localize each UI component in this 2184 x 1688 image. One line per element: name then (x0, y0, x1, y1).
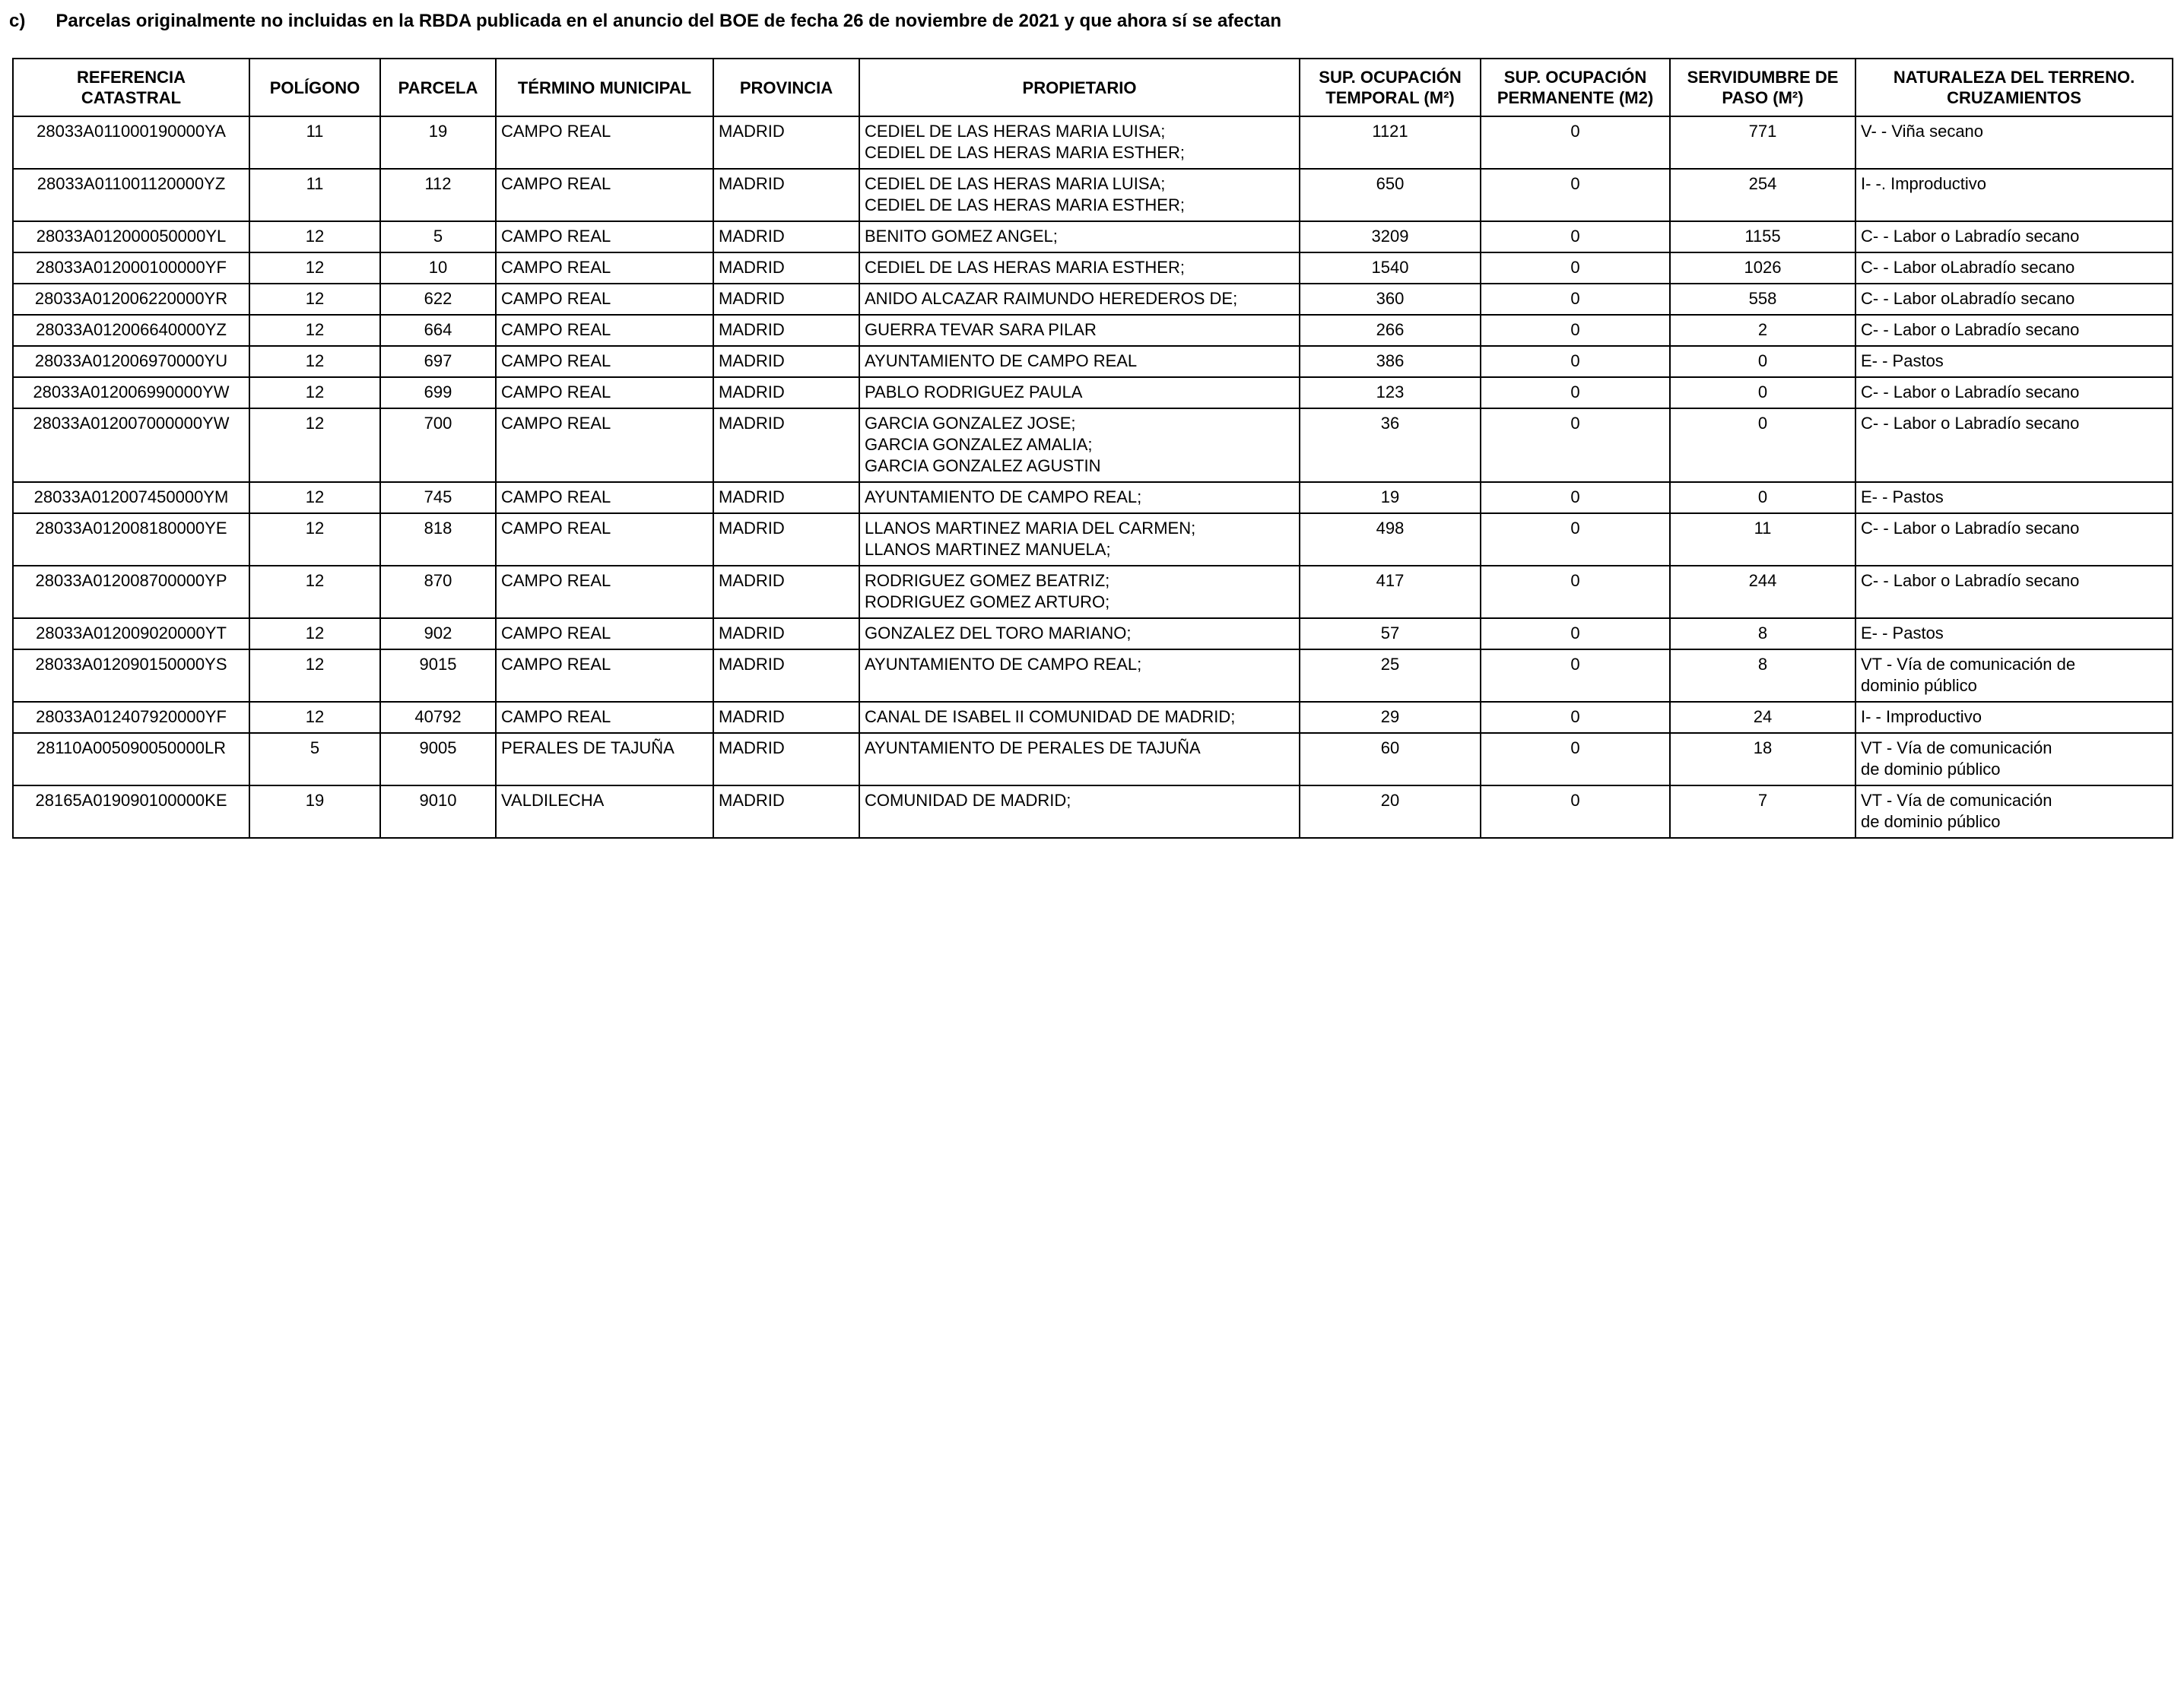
cell-poligono: 12 (249, 513, 380, 566)
cell-sup-ocupacion-temporal: 266 (1300, 315, 1481, 346)
cell-provincia: MADRID (713, 785, 859, 838)
cell-propietario (859, 566, 1300, 618)
header-servidumbre-de-paso (1670, 59, 1855, 116)
cell-referencia-catastral: 28033A012006640000YZ (13, 315, 249, 346)
cell-line: C- - Labor o Labradío secano (1861, 320, 2080, 339)
cell-parcela: 902 (380, 618, 496, 649)
cell-poligono: 5 (249, 733, 380, 785)
cell-provincia: MADRID (713, 649, 859, 702)
cell-naturaleza-del-terreno (1855, 377, 2173, 408)
cell-sup-ocupacion-temporal: 20 (1300, 785, 1481, 838)
cell-line: V- - Viña secano (1861, 122, 1984, 141)
cell-termino-municipal: CAMPO REAL (496, 408, 713, 482)
cell-servidumbre-de-paso: 8 (1670, 649, 1855, 702)
cell-referencia-catastral: 28033A011000190000YA (13, 116, 249, 169)
cell-line: C- - Labor o Labradío secano (1861, 227, 2080, 246)
cell-provincia: MADRID (713, 702, 859, 733)
header-line: REFERENCIA (76, 68, 186, 87)
cell-line: dominio público (1861, 676, 1977, 695)
cell-termino-municipal: CAMPO REAL (496, 482, 713, 513)
cell-referencia-catastral: 28033A012008700000YP (13, 566, 249, 618)
cell-termino-municipal: CAMPO REAL (496, 513, 713, 566)
cell-naturaleza-del-terreno (1855, 284, 2173, 315)
table-body (13, 116, 2173, 838)
header-provincia (713, 59, 859, 116)
cell-sup-ocupacion-temporal: 60 (1300, 733, 1481, 785)
cell-propietario (859, 116, 1300, 169)
cell-poligono: 12 (249, 649, 380, 702)
cell-sup-ocupacion-permanente: 0 (1481, 284, 1670, 315)
cell-referencia-catastral: 28033A012007000000YW (13, 408, 249, 482)
cell-sup-ocupacion-permanente: 0 (1481, 377, 1670, 408)
cell-sup-ocupacion-temporal: 36 (1300, 408, 1481, 482)
table-row (13, 482, 2173, 513)
cell-parcela: 9015 (380, 649, 496, 702)
cell-line: VT - Vía de comunicación (1861, 738, 2052, 757)
cell-referencia-catastral: 28033A012006970000YU (13, 346, 249, 377)
cell-servidumbre-de-paso: 254 (1670, 169, 1855, 221)
cell-parcela: 9005 (380, 733, 496, 785)
cell-referencia-catastral: 28033A011001120000YZ (13, 169, 249, 221)
cell-sup-ocupacion-temporal: 360 (1300, 284, 1481, 315)
cell-propietario (859, 618, 1300, 649)
section-title: Parcelas originalmente no incluidas en la RBDA publicada en el anuncio del BOE de fecha 26 de noviembre de 2021 y que ahora sí se afectan (56, 11, 1281, 31)
cell-provincia: MADRID (713, 482, 859, 513)
cell-termino-municipal: CAMPO REAL (496, 346, 713, 377)
cell-line: LLANOS MARTINEZ MANUELA; (865, 540, 1111, 559)
cell-servidumbre-de-paso: 558 (1670, 284, 1855, 315)
cell-servidumbre-de-paso: 11 (1670, 513, 1855, 566)
cell-propietario (859, 785, 1300, 838)
cell-provincia: MADRID (713, 169, 859, 221)
cell-naturaleza-del-terreno (1855, 315, 2173, 346)
cell-provincia: MADRID (713, 346, 859, 377)
header-line: NATURALEZA DEL TERRENO. (1893, 68, 2135, 87)
table-row (13, 733, 2173, 785)
header-line: TEMPORAL (M²) (1325, 88, 1455, 107)
cell-sup-ocupacion-temporal: 25 (1300, 649, 1481, 702)
cell-line: AYUNTAMIENTO DE CAMPO REAL (865, 351, 1138, 370)
cell-sup-ocupacion-permanente: 0 (1481, 702, 1670, 733)
cell-sup-ocupacion-temporal: 1540 (1300, 252, 1481, 284)
cell-poligono: 12 (249, 221, 380, 252)
table-row (13, 346, 2173, 377)
header-line: SUP. OCUPACIÓN (1319, 68, 1462, 87)
header-line: SUP. OCUPACIÓN (1503, 68, 1647, 87)
cell-sup-ocupacion-temporal: 57 (1300, 618, 1481, 649)
cell-poligono: 12 (249, 252, 380, 284)
cell-sup-ocupacion-temporal: 650 (1300, 169, 1481, 221)
cell-termino-municipal: CAMPO REAL (496, 566, 713, 618)
cell-naturaleza-del-terreno (1855, 513, 2173, 566)
section-heading (9, 11, 1281, 32)
header-line: PERMANENTE (M2) (1497, 88, 1654, 107)
cell-sup-ocupacion-permanente: 0 (1481, 221, 1670, 252)
cell-line: C- - Labor o Labradío secano (1861, 571, 2080, 590)
cell-parcela: 112 (380, 169, 496, 221)
cell-parcela: 745 (380, 482, 496, 513)
cell-referencia-catastral: 28033A012000100000YF (13, 252, 249, 284)
cell-line: GARCIA GONZALEZ AMALIA; (865, 435, 1093, 454)
cell-sup-ocupacion-temporal: 29 (1300, 702, 1481, 733)
cell-line: C- - Labor o Labradío secano (1861, 414, 2080, 433)
cell-propietario (859, 408, 1300, 482)
cell-line: RODRIGUEZ GOMEZ BEATRIZ; (865, 571, 1110, 590)
cell-poligono: 11 (249, 116, 380, 169)
cell-servidumbre-de-paso: 24 (1670, 702, 1855, 733)
cell-naturaleza-del-terreno (1855, 618, 2173, 649)
cell-provincia: MADRID (713, 377, 859, 408)
cell-propietario (859, 252, 1300, 284)
header-line: POLÍGONO (269, 78, 360, 97)
cell-provincia: MADRID (713, 252, 859, 284)
cell-line: GARCIA GONZALEZ JOSE; (865, 414, 1076, 433)
cell-line: de dominio público (1861, 812, 2001, 831)
cell-parcela: 664 (380, 315, 496, 346)
cell-provincia: MADRID (713, 408, 859, 482)
cell-sup-ocupacion-permanente: 0 (1481, 649, 1670, 702)
cell-line: VT - Vía de comunicación (1861, 791, 2052, 810)
cell-parcela: 19 (380, 116, 496, 169)
cell-referencia-catastral: 28033A012006990000YW (13, 377, 249, 408)
table-row (13, 566, 2173, 618)
cell-propietario (859, 315, 1300, 346)
cell-sup-ocupacion-permanente: 0 (1481, 408, 1670, 482)
cell-sup-ocupacion-permanente: 0 (1481, 785, 1670, 838)
cell-naturaleza-del-terreno (1855, 785, 2173, 838)
cell-sup-ocupacion-permanente: 0 (1481, 566, 1670, 618)
cell-line: I- - Improductivo (1861, 707, 1982, 726)
cell-poligono: 12 (249, 315, 380, 346)
cell-line: I- -. Improductivo (1861, 174, 1987, 193)
cell-line: RODRIGUEZ GOMEZ ARTURO; (865, 592, 1110, 611)
cell-parcela: 700 (380, 408, 496, 482)
cell-termino-municipal: CAMPO REAL (496, 618, 713, 649)
header-referencia-catastral (13, 59, 249, 116)
cell-sup-ocupacion-permanente: 0 (1481, 482, 1670, 513)
cell-line: AYUNTAMIENTO DE CAMPO REAL; (865, 655, 1142, 674)
cell-provincia: MADRID (713, 733, 859, 785)
cell-servidumbre-de-paso: 7 (1670, 785, 1855, 838)
cell-line: CEDIEL DE LAS HERAS MARIA ESTHER; (865, 143, 1185, 162)
cell-sup-ocupacion-permanente: 0 (1481, 116, 1670, 169)
cell-poligono: 12 (249, 284, 380, 315)
cell-propietario (859, 346, 1300, 377)
cell-line: C- - Labor o Labradío secano (1861, 519, 2080, 538)
header-parcela (380, 59, 496, 116)
header-line: CRUZAMIENTOS (1947, 88, 2081, 107)
header-line: PROVINCIA (739, 78, 833, 97)
table-row (13, 513, 2173, 566)
cell-servidumbre-de-paso: 8 (1670, 618, 1855, 649)
cell-servidumbre-de-paso: 0 (1670, 377, 1855, 408)
cell-naturaleza-del-terreno (1855, 482, 2173, 513)
cell-line: E- - Pastos (1861, 487, 1944, 506)
cell-provincia: MADRID (713, 221, 859, 252)
cell-parcela: 818 (380, 513, 496, 566)
cell-line: de dominio público (1861, 760, 2001, 779)
header-line: PASO (M²) (1722, 88, 1804, 107)
cell-servidumbre-de-paso: 0 (1670, 482, 1855, 513)
cell-termino-municipal: PERALES DE TAJUÑA (496, 733, 713, 785)
cell-servidumbre-de-paso: 1155 (1670, 221, 1855, 252)
cell-sup-ocupacion-temporal: 123 (1300, 377, 1481, 408)
cell-sup-ocupacion-permanente: 0 (1481, 513, 1670, 566)
cell-parcela: 699 (380, 377, 496, 408)
cell-sup-ocupacion-permanente: 0 (1481, 618, 1670, 649)
cell-poligono: 11 (249, 169, 380, 221)
cell-sup-ocupacion-permanente: 0 (1481, 169, 1670, 221)
cell-termino-municipal: CAMPO REAL (496, 377, 713, 408)
cell-line: CANAL DE ISABEL II COMUNIDAD DE MADRID; (865, 707, 1236, 726)
cell-referencia-catastral: 28165A019090100000KE (13, 785, 249, 838)
cell-sup-ocupacion-permanente: 0 (1481, 252, 1670, 284)
cell-propietario (859, 169, 1300, 221)
header-line: TÉRMINO MUNICIPAL (517, 78, 692, 97)
cell-propietario (859, 284, 1300, 315)
cell-line: E- - Pastos (1861, 623, 1944, 643)
table-row (13, 315, 2173, 346)
table-row (13, 284, 2173, 315)
cell-naturaleza-del-terreno (1855, 346, 2173, 377)
cell-provincia: MADRID (713, 513, 859, 566)
cell-provincia: MADRID (713, 618, 859, 649)
parcels-table (12, 58, 2173, 839)
cell-termino-municipal: CAMPO REAL (496, 649, 713, 702)
cell-propietario (859, 377, 1300, 408)
table-row (13, 116, 2173, 169)
cell-naturaleza-del-terreno (1855, 702, 2173, 733)
cell-termino-municipal: CAMPO REAL (496, 702, 713, 733)
cell-referencia-catastral: 28033A012008180000YE (13, 513, 249, 566)
cell-provincia: MADRID (713, 284, 859, 315)
header-line: PROPIETARIO (1022, 78, 1137, 97)
cell-line: GARCIA GONZALEZ AGUSTIN (865, 456, 1101, 475)
cell-naturaleza-del-terreno (1855, 169, 2173, 221)
cell-sup-ocupacion-temporal: 19 (1300, 482, 1481, 513)
cell-sup-ocupacion-temporal: 386 (1300, 346, 1481, 377)
cell-line: CEDIEL DE LAS HERAS MARIA LUISA; (865, 122, 1166, 141)
cell-naturaleza-del-terreno (1855, 733, 2173, 785)
cell-line: PABLO RODRIGUEZ PAULA (865, 382, 1083, 401)
cell-line: ANIDO ALCAZAR RAIMUNDO HEREDEROS DE; (865, 289, 1238, 308)
cell-termino-municipal: CAMPO REAL (496, 116, 713, 169)
cell-line: LLANOS MARTINEZ MARIA DEL CARMEN; (865, 519, 1196, 538)
cell-provincia: MADRID (713, 315, 859, 346)
header-sup-ocupacion-permanente (1481, 59, 1670, 116)
cell-servidumbre-de-paso: 0 (1670, 346, 1855, 377)
cell-naturaleza-del-terreno (1855, 566, 2173, 618)
cell-parcela: 870 (380, 566, 496, 618)
cell-provincia: MADRID (713, 566, 859, 618)
cell-referencia-catastral: 28033A012090150000YS (13, 649, 249, 702)
cell-sup-ocupacion-permanente: 0 (1481, 733, 1670, 785)
cell-parcela: 697 (380, 346, 496, 377)
header-line: CATASTRAL (81, 88, 182, 107)
table-row (13, 649, 2173, 702)
cell-line: GUERRA TEVAR SARA PILAR (865, 320, 1097, 339)
cell-naturaleza-del-terreno (1855, 408, 2173, 482)
cell-servidumbre-de-paso: 2 (1670, 315, 1855, 346)
cell-line: E- - Pastos (1861, 351, 1944, 370)
cell-termino-municipal: CAMPO REAL (496, 284, 713, 315)
table-row (13, 252, 2173, 284)
cell-naturaleza-del-terreno (1855, 252, 2173, 284)
cell-referencia-catastral: 28033A012007450000YM (13, 482, 249, 513)
cell-line: CEDIEL DE LAS HERAS MARIA ESTHER; (865, 258, 1185, 277)
cell-propietario (859, 649, 1300, 702)
cell-parcela: 10 (380, 252, 496, 284)
section-marker: c) (9, 11, 26, 31)
header-line: PARCELA (398, 78, 478, 97)
cell-line: C- - Labor oLabradío secano (1861, 258, 2075, 277)
cell-line: VT - Vía de comunicación de (1861, 655, 2076, 674)
table-row (13, 169, 2173, 221)
cell-poligono: 12 (249, 702, 380, 733)
cell-parcela: 9010 (380, 785, 496, 838)
cell-referencia-catastral: 28033A012009020000YT (13, 618, 249, 649)
cell-line: BENITO GOMEZ ANGEL; (865, 227, 1058, 246)
header-naturaleza-del-terreno (1855, 59, 2173, 116)
header-termino-municipal (496, 59, 713, 116)
cell-servidumbre-de-paso: 244 (1670, 566, 1855, 618)
cell-parcela: 40792 (380, 702, 496, 733)
cell-sup-ocupacion-temporal: 498 (1300, 513, 1481, 566)
cell-provincia: MADRID (713, 116, 859, 169)
header-sup-ocupacion-temporal (1300, 59, 1481, 116)
cell-poligono: 12 (249, 482, 380, 513)
cell-termino-municipal: CAMPO REAL (496, 315, 713, 346)
cell-termino-municipal: CAMPO REAL (496, 252, 713, 284)
table-row (13, 377, 2173, 408)
cell-line: AYUNTAMIENTO DE PERALES DE TAJUÑA (865, 738, 1201, 757)
cell-sup-ocupacion-permanente: 0 (1481, 315, 1670, 346)
table-row (13, 785, 2173, 838)
cell-line: C- - Labor o Labradío secano (1861, 382, 2080, 401)
cell-propietario (859, 513, 1300, 566)
cell-referencia-catastral: 28110A005090050000LR (13, 733, 249, 785)
cell-poligono: 19 (249, 785, 380, 838)
cell-servidumbre-de-paso: 771 (1670, 116, 1855, 169)
table-header-row (13, 59, 2173, 116)
cell-sup-ocupacion-temporal: 1121 (1300, 116, 1481, 169)
cell-termino-municipal: CAMPO REAL (496, 221, 713, 252)
cell-line: GONZALEZ DEL TORO MARIANO; (865, 623, 1132, 643)
cell-referencia-catastral: 28033A012407920000YF (13, 702, 249, 733)
cell-naturaleza-del-terreno (1855, 116, 2173, 169)
cell-termino-municipal: VALDILECHA (496, 785, 713, 838)
cell-propietario (859, 702, 1300, 733)
table-row (13, 408, 2173, 482)
cell-parcela: 5 (380, 221, 496, 252)
table-row (13, 702, 2173, 733)
cell-line: CEDIEL DE LAS HERAS MARIA ESTHER; (865, 195, 1185, 214)
cell-line: COMUNIDAD DE MADRID; (865, 791, 1071, 810)
cell-termino-municipal: CAMPO REAL (496, 169, 713, 221)
header-poligono (249, 59, 380, 116)
cell-poligono: 12 (249, 566, 380, 618)
table-row (13, 618, 2173, 649)
table-row (13, 221, 2173, 252)
cell-naturaleza-del-terreno (1855, 221, 2173, 252)
cell-poligono: 12 (249, 408, 380, 482)
cell-poligono: 12 (249, 618, 380, 649)
cell-poligono: 12 (249, 377, 380, 408)
cell-line: AYUNTAMIENTO DE CAMPO REAL; (865, 487, 1142, 506)
header-propietario (859, 59, 1300, 116)
cell-referencia-catastral: 28033A012006220000YR (13, 284, 249, 315)
cell-line: C- - Labor oLabradío secano (1861, 289, 2075, 308)
cell-parcela: 622 (380, 284, 496, 315)
cell-propietario (859, 482, 1300, 513)
cell-line: CEDIEL DE LAS HERAS MARIA LUISA; (865, 174, 1166, 193)
cell-propietario (859, 221, 1300, 252)
cell-poligono: 12 (249, 346, 380, 377)
cell-servidumbre-de-paso: 18 (1670, 733, 1855, 785)
cell-sup-ocupacion-temporal: 417 (1300, 566, 1481, 618)
cell-propietario (859, 733, 1300, 785)
cell-servidumbre-de-paso: 0 (1670, 408, 1855, 482)
cell-naturaleza-del-terreno (1855, 649, 2173, 702)
header-line: SERVIDUMBRE DE (1687, 68, 1839, 87)
cell-sup-ocupacion-permanente: 0 (1481, 346, 1670, 377)
cell-referencia-catastral: 28033A012000050000YL (13, 221, 249, 252)
cell-servidumbre-de-paso: 1026 (1670, 252, 1855, 284)
cell-sup-ocupacion-temporal: 3209 (1300, 221, 1481, 252)
